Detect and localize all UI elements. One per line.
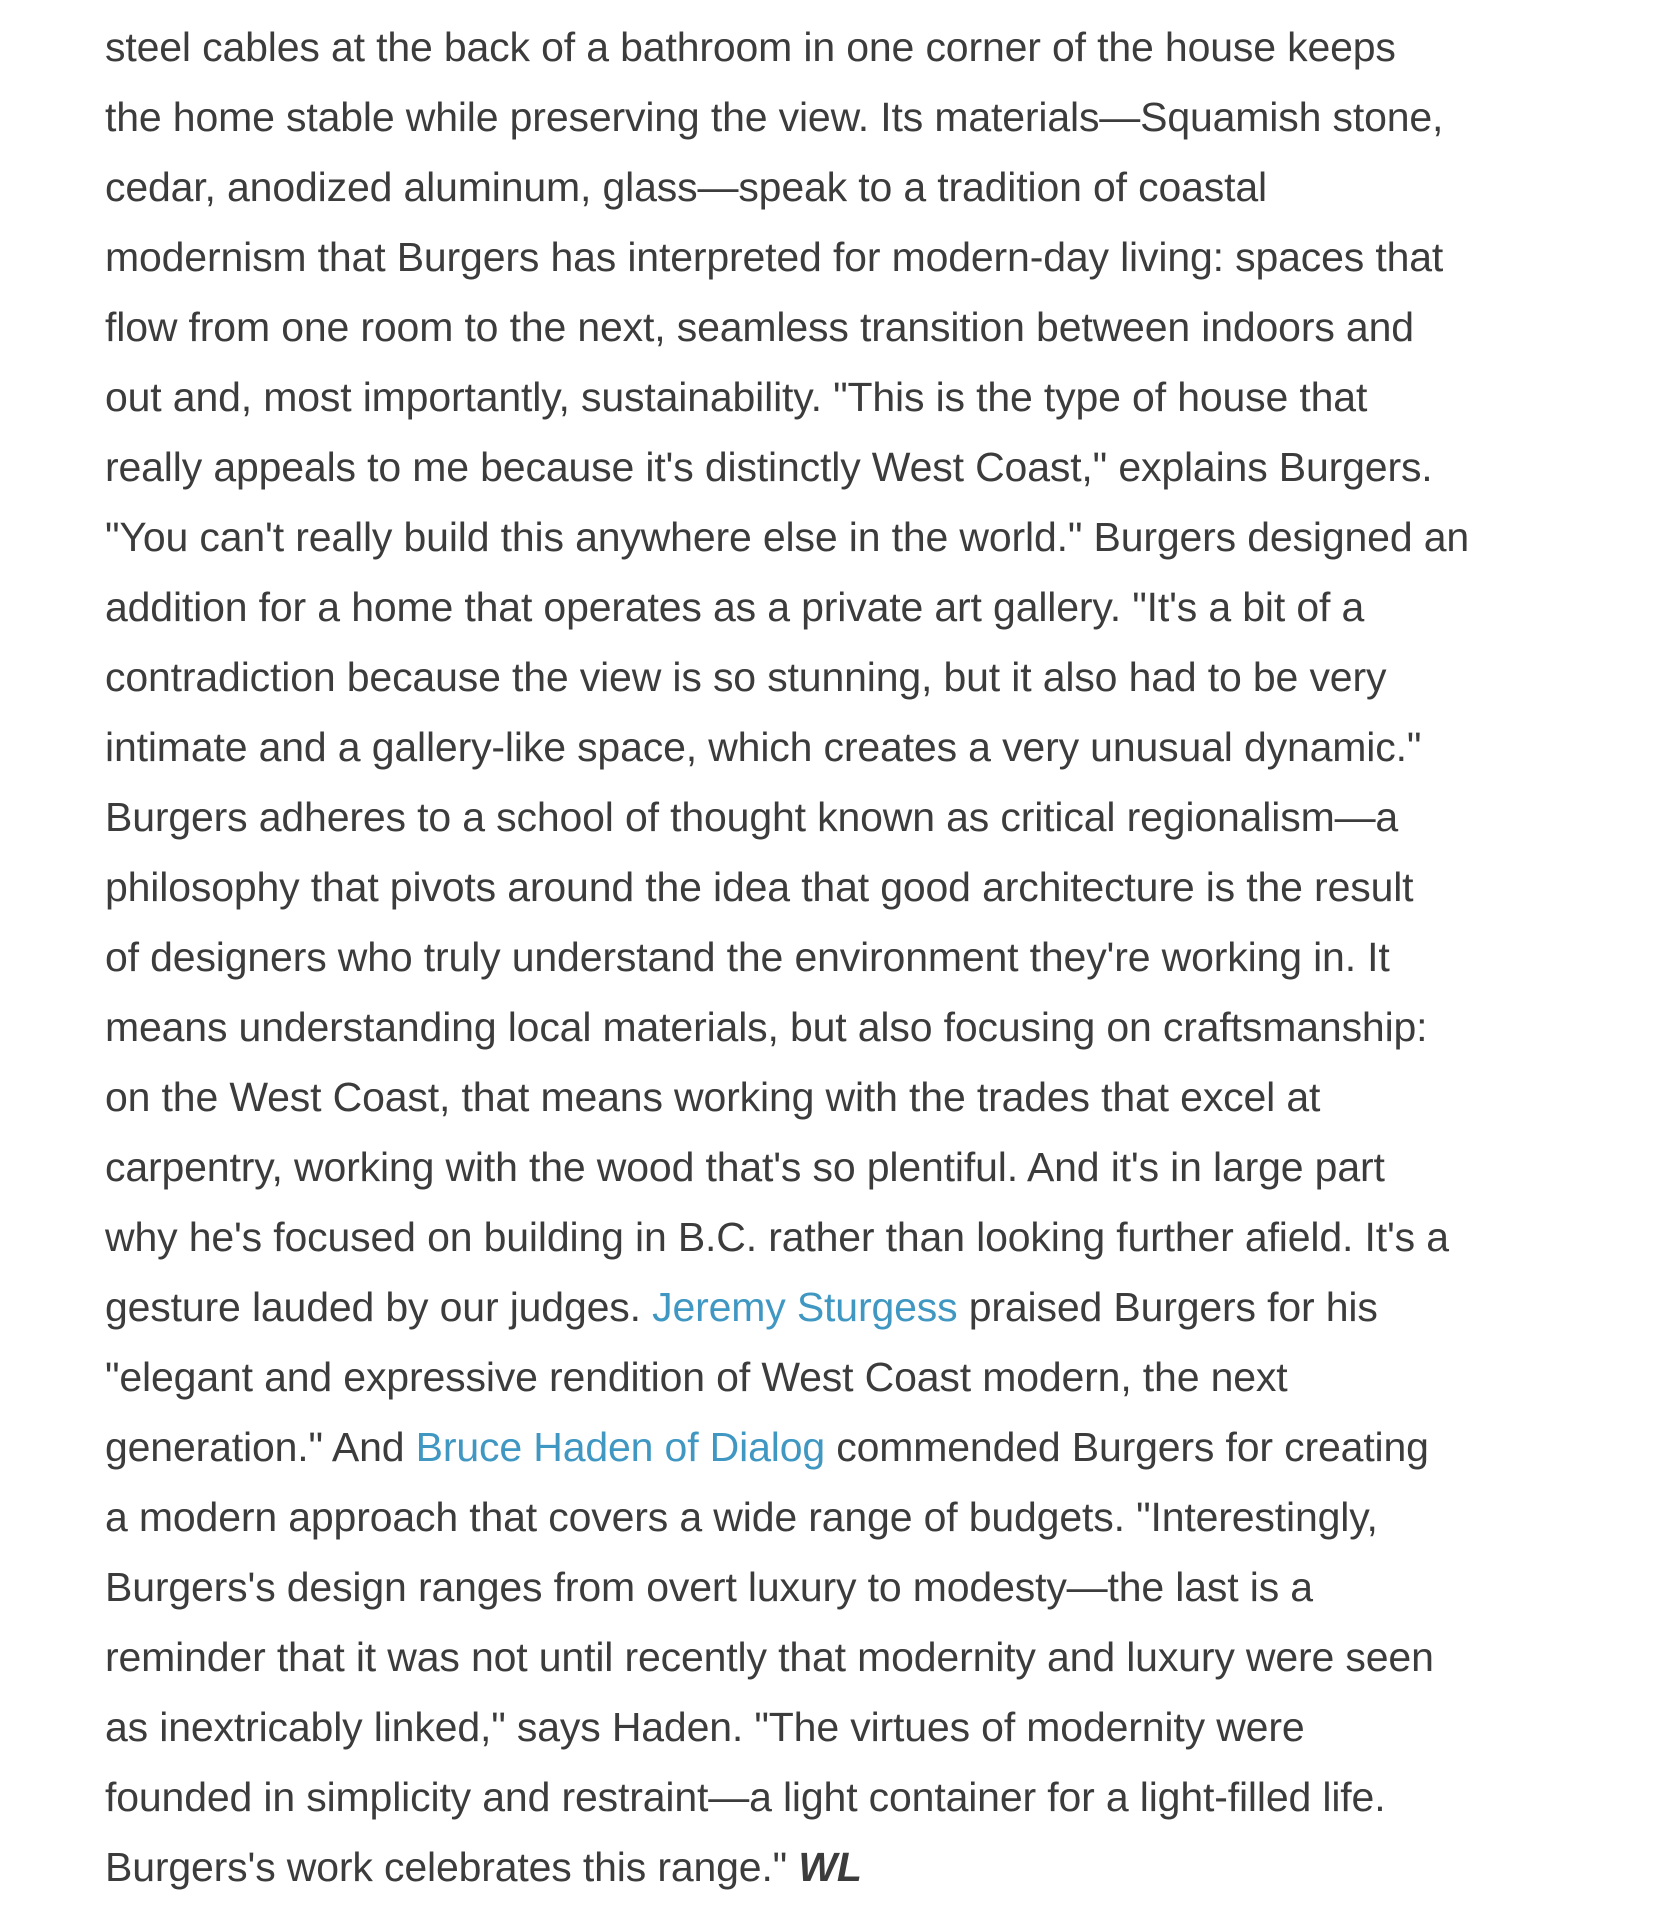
article-line: contradiction because the view is so stunning, but it also had to be very <box>105 654 1387 700</box>
article-line: really appeals to me because it's distinctly West Coast," explains Burgers. <box>105 444 1433 490</box>
article-line: a modern approach that covers a wide range of budgets. "Interestingly, <box>105 1494 1378 1540</box>
article-line: flow from one room to the next, seamless transition between indoors and <box>105 304 1414 350</box>
line-text: praised Burgers for his <box>957 1284 1378 1330</box>
article-line: cedar, anodized aluminum, glass—speak to a tradition of coastal <box>105 164 1267 210</box>
article-line: addition for a home that operates as a private art gallery. "It's a bit of a <box>105 584 1365 630</box>
article-line: intimate and a gallery-like space, which creates a very unusual dynamic." <box>105 724 1422 770</box>
line-text: commended Burgers for creating <box>825 1424 1429 1470</box>
article-line: of designers who truly understand the environment they're working in. It <box>105 934 1390 980</box>
article-line: steel cables at the back of a bathroom in one corner of the house keeps <box>105 24 1396 70</box>
article-line: reminder that it was not until recently that modernity and luxury were seen <box>105 1634 1434 1680</box>
article-line: modernism that Burgers has interpreted for modern-day living: spaces that <box>105 234 1444 280</box>
article-line: means understanding local materials, but also focusing on craftsmanship: <box>105 1004 1428 1050</box>
article-line: on the West Coast, that means working with the trades that excel at <box>105 1074 1321 1120</box>
article-line: philosophy that pivots around the idea that good architecture is the result <box>105 864 1414 910</box>
article-line: carpentry, working with the wood that's so plentiful. And it's in large part <box>105 1144 1385 1190</box>
line-text: Burgers's work celebrates this range." <box>105 1844 799 1890</box>
article-line: why he's focused on building in B.C. rather than looking further afield. It's a <box>105 1214 1449 1260</box>
link-bruce-haden-of-dialog[interactable]: Bruce Haden of Dialog <box>415 1424 826 1470</box>
line-text: generation." And <box>105 1424 416 1470</box>
article-line: the home stable while preserving the view. Its materials—Squamish stone, <box>105 94 1444 140</box>
line-text: gesture lauded by our judges. <box>105 1284 653 1330</box>
article-line: Burgers adheres to a school of thought known as critical regionalism—a <box>105 794 1399 840</box>
author-signature: WL <box>798 1844 862 1890</box>
article-line-with-link <box>105 1272 1575 1342</box>
article-line-with-link <box>105 1412 1575 1482</box>
article-line: Burgers's design ranges from overt luxury to modesty—the last is a <box>105 1564 1313 1610</box>
article-line: as inextricably linked," says Haden. "The virtues of modernity were <box>105 1704 1305 1750</box>
article-line: out and, most importantly, sustainability. "This is the type of house that <box>105 374 1368 420</box>
article-last-line <box>105 1832 1575 1902</box>
article-line: founded in simplicity and restraint—a light container for a light-filled life. <box>105 1774 1386 1820</box>
article-body <box>105 12 1575 1902</box>
article-line: "elegant and expressive rendition of West Coast modern, the next <box>105 1354 1288 1400</box>
article-line: "You can't really build this anywhere else in the world." Burgers designed an <box>105 514 1470 560</box>
link-jeremy-sturgess[interactable]: Jeremy Sturgess <box>652 1284 958 1330</box>
